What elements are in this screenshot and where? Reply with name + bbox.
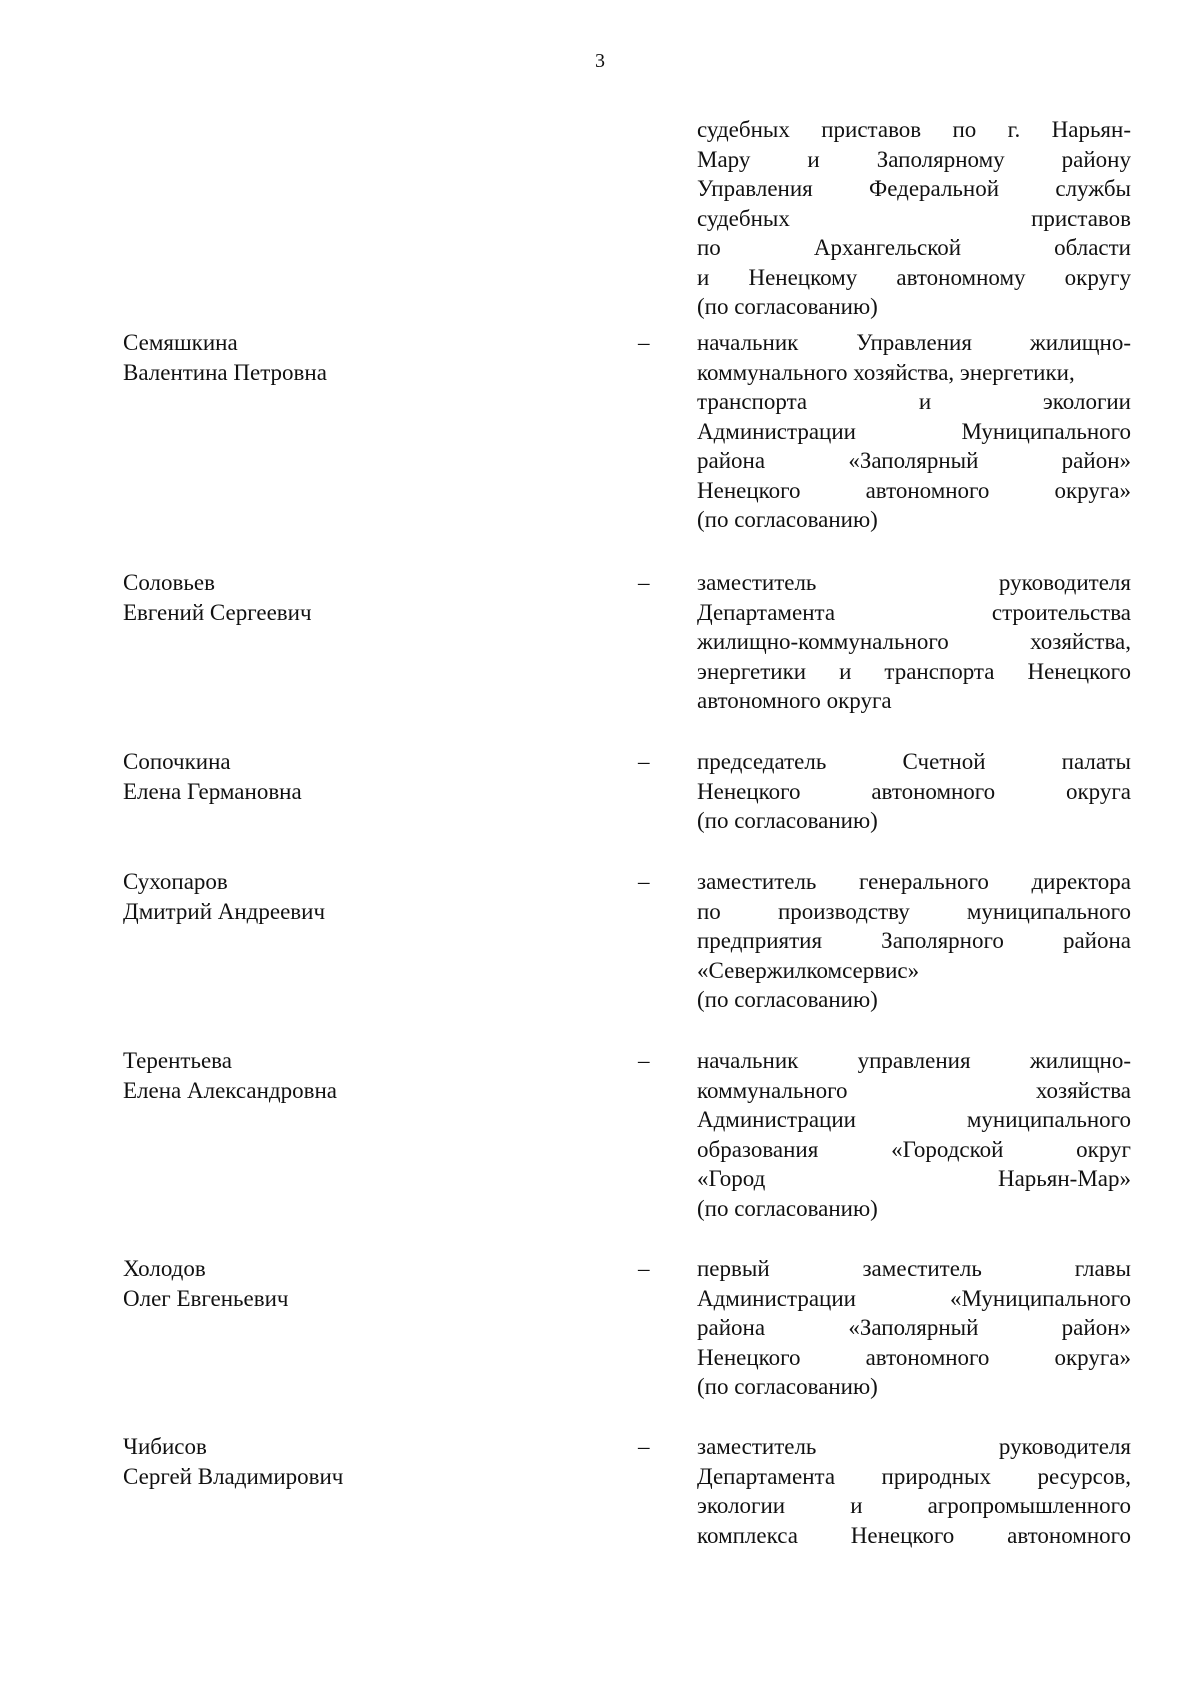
text-line: (по согласованию) [697, 294, 878, 319]
member-first-names: Валентина Петровна [123, 359, 327, 385]
member-first-names: Елена Германовна [123, 778, 302, 804]
text-line [697, 174, 1131, 204]
word: Ненецкого [697, 1344, 801, 1370]
word: округа [1065, 778, 1131, 804]
text-line [697, 115, 1131, 145]
word: производству [777, 898, 910, 924]
member-name [123, 1432, 543, 1491]
word: заместитель [697, 1434, 817, 1459]
word: района [697, 1315, 766, 1340]
text-line [697, 1164, 1131, 1194]
member-first-names: Олег Евгеньевич [123, 1285, 289, 1311]
word: жилищно-коммунального [697, 629, 949, 654]
member-position [697, 1432, 1131, 1550]
text-line [697, 926, 1131, 956]
word: Ненецкого [697, 477, 801, 503]
word: энергетики [697, 658, 807, 684]
text-line: (по согласованию) [697, 987, 878, 1012]
word: заместитель [862, 1256, 982, 1281]
separator-dash: – [638, 1434, 650, 1459]
text-line: коммунального хозяйства, энергетики, [697, 359, 1075, 385]
word: Администрации [697, 1107, 856, 1132]
word: предприятия [697, 928, 823, 953]
word: Управления [856, 330, 972, 355]
member-last-name: Терентьева [123, 1048, 232, 1073]
member-last-name: Семяшкина [123, 330, 238, 355]
word: района [1062, 928, 1131, 953]
word: генерального [858, 869, 989, 894]
word: судебных [697, 205, 790, 231]
word: строительства [991, 599, 1131, 625]
word: Ненецкого [697, 778, 801, 804]
word: заместитель [697, 869, 817, 894]
word: приставов [821, 117, 922, 142]
continued-description [697, 115, 1131, 322]
word: района [697, 448, 766, 473]
text-line [697, 1254, 1131, 1284]
word: коммунального [697, 1077, 848, 1103]
text-line [697, 777, 1131, 807]
word: транспорта [884, 658, 995, 684]
word: округу [1064, 264, 1131, 290]
word: и [918, 389, 932, 414]
word: первый [697, 1256, 770, 1281]
text-line [697, 627, 1131, 657]
word: Департамента [697, 599, 836, 625]
word: главы [1074, 1256, 1131, 1281]
member-last-name: Сухопаров [123, 869, 228, 894]
word: Администрации [697, 1285, 856, 1311]
member-position [697, 1046, 1131, 1223]
word: образования [697, 1136, 819, 1162]
word: Нарьян-Мар» [997, 1166, 1131, 1191]
page-number: 3 [595, 50, 605, 72]
text-line [697, 1432, 1131, 1462]
word: округа» [1054, 477, 1131, 503]
text-line: «Севержилкомсервис» [697, 957, 920, 983]
text-line [697, 1462, 1131, 1492]
word: район» [1061, 1315, 1131, 1340]
word: и [807, 146, 820, 172]
word: по [697, 235, 721, 260]
word: округа» [1054, 1344, 1131, 1370]
text-line [697, 417, 1131, 447]
word: «Заполярный [848, 1315, 979, 1340]
text-line [697, 568, 1131, 598]
word: начальник [697, 330, 799, 355]
word: палаты [1061, 749, 1131, 774]
word: район» [1061, 448, 1131, 473]
word: Ненецкого [1027, 658, 1131, 684]
member-name [123, 1254, 543, 1313]
word: службы [1055, 176, 1131, 201]
word: судебных [697, 117, 790, 142]
text-line [697, 263, 1131, 293]
word: автономному [896, 264, 1026, 290]
member-name [123, 867, 543, 926]
text-line [697, 328, 1131, 358]
member-name [123, 1046, 543, 1105]
separator-dash: – [638, 1256, 650, 1281]
word: начальник [697, 1048, 799, 1073]
word: руководителя [998, 570, 1131, 595]
text-line [697, 1046, 1131, 1076]
word: директора [1031, 869, 1131, 894]
word: Нарьян- [1051, 117, 1131, 142]
word: экологии [1042, 389, 1131, 414]
text-line [697, 1284, 1131, 1314]
word: приставов [1031, 205, 1131, 231]
word: Управления [697, 176, 813, 201]
text-line: (по согласованию) [697, 1374, 878, 1399]
text-line [697, 1076, 1131, 1106]
member-first-names: Елена Александровна [123, 1077, 337, 1103]
text-line [697, 145, 1131, 175]
text-line [697, 204, 1131, 234]
text-line [697, 1491, 1131, 1521]
word: хозяйства [1035, 1077, 1131, 1103]
word: г. [1007, 117, 1021, 142]
word: муниципального [966, 1107, 1131, 1132]
word: по [697, 898, 721, 924]
word: жилищно- [1029, 330, 1131, 355]
text-line: автономного округа [697, 688, 892, 713]
word: заместитель [697, 570, 817, 595]
word: автономного [865, 1344, 990, 1370]
text-line [697, 1521, 1131, 1551]
word: Ненецкого [850, 1522, 955, 1548]
word: Департамента [697, 1463, 836, 1489]
word: Администрации [697, 418, 856, 444]
word: Муниципального [961, 418, 1131, 444]
word: транспорта [697, 389, 808, 414]
text-line [697, 476, 1131, 506]
word: Заполярному [876, 146, 1005, 172]
text-line [697, 233, 1131, 263]
member-first-names: Евгений Сергеевич [123, 599, 312, 625]
word: руководителя [998, 1434, 1131, 1459]
member-position [697, 747, 1131, 836]
member-first-names: Сергей Владимирович [123, 1463, 344, 1489]
word: агропромышленного [927, 1493, 1131, 1518]
text-line [697, 897, 1131, 927]
text-line [697, 747, 1131, 777]
word: хозяйства, [1030, 629, 1131, 654]
word: автономного [1007, 1522, 1131, 1548]
separator-dash: – [638, 749, 650, 774]
text-line: (по согласованию) [697, 1195, 878, 1221]
text-line [697, 657, 1131, 687]
word: Заполярного [881, 928, 1004, 953]
word: Ненецкому [748, 264, 858, 290]
text-line [697, 387, 1131, 417]
word: Счетной [902, 749, 986, 774]
text-line [697, 1313, 1131, 1343]
member-last-name: Сопочкина [123, 749, 231, 774]
word: председатель [697, 749, 827, 774]
text-line [697, 1343, 1131, 1373]
member-last-name: Соловьев [123, 570, 215, 595]
member-position [697, 867, 1131, 1015]
member-name [123, 747, 543, 806]
word: району [1061, 146, 1131, 172]
text-line [697, 1105, 1131, 1135]
separator-dash: – [638, 1048, 650, 1073]
member-first-names: Дмитрий Андреевич [123, 898, 326, 924]
word: по [952, 117, 977, 142]
text-line [697, 598, 1131, 628]
word: Федеральной [869, 176, 1000, 201]
word: и [697, 264, 710, 290]
word: управления [857, 1048, 971, 1073]
word: автономного [871, 778, 996, 804]
word: и [839, 658, 852, 684]
word: жилищно- [1029, 1048, 1131, 1073]
word: «Муниципального [950, 1285, 1131, 1311]
text-line [697, 867, 1131, 897]
word: «Городской [891, 1136, 1004, 1162]
text-line [697, 1135, 1131, 1165]
word: Архангельской [813, 235, 962, 260]
word: природных [881, 1463, 991, 1489]
member-name [123, 328, 543, 387]
text-line [697, 446, 1131, 476]
word: области [1054, 235, 1131, 260]
member-name [123, 568, 543, 627]
word: округ [1076, 1136, 1131, 1162]
text-line: (по согласованию) [697, 507, 878, 532]
word: «Заполярный [848, 448, 979, 473]
member-last-name: Чибисов [123, 1434, 207, 1459]
text-line: (по согласованию) [697, 808, 878, 833]
word: экологии [697, 1493, 786, 1518]
word: Мару [697, 146, 751, 172]
word: муниципального [966, 898, 1131, 924]
separator-dash: – [638, 330, 650, 355]
separator-dash: – [638, 869, 650, 894]
word: «Город [697, 1166, 766, 1191]
member-last-name: Холодов [123, 1256, 206, 1281]
word: ресурсов, [1037, 1463, 1131, 1489]
word: автономного [865, 477, 990, 503]
member-position [697, 568, 1131, 716]
word: и [850, 1493, 863, 1518]
member-position [697, 328, 1131, 535]
separator-dash: – [638, 570, 650, 595]
member-position [697, 1254, 1131, 1402]
word: комплекса [697, 1522, 798, 1548]
